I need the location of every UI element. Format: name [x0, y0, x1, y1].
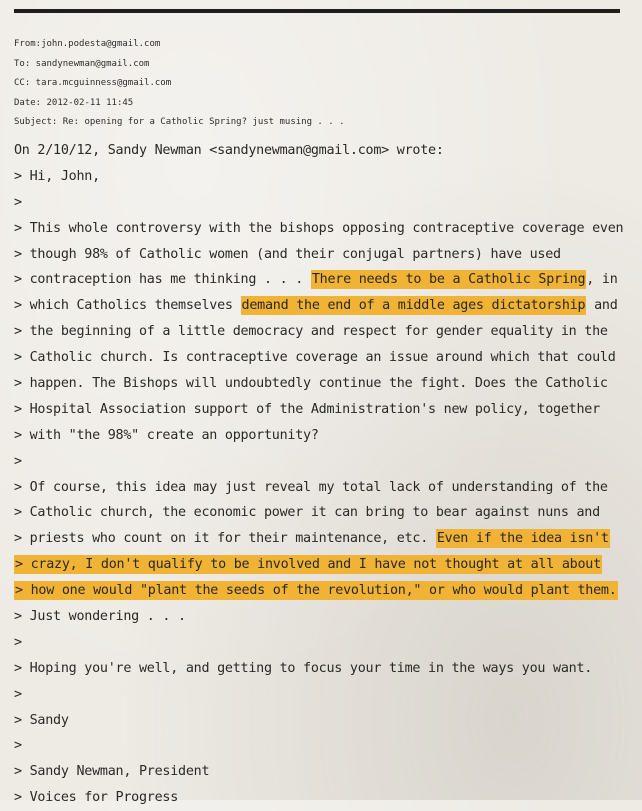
quoted-line: > Of course, this idea may just reveal my total lack of understanding of the [14, 479, 608, 495]
quoted-line: > the beginning of a little democracy and respect for gender equality in the [14, 324, 608, 340]
highlighted-text [14, 581, 618, 600]
quoted-line: > with "the 98%" create an opportunity? [14, 427, 319, 443]
quoted-line: > This whole controversy with the bishops opposing contraceptive coverage even [14, 220, 624, 236]
line-text: , in [586, 272, 618, 288]
subject-line: Subject: Re: opening for a Catholic Spring? just musing . . . [14, 117, 345, 128]
quoted-line: > [14, 686, 22, 702]
quoted-line: > [14, 634, 22, 650]
cc-line: CC: tara.mcguinness@gmail.com [14, 78, 172, 89]
intro-line: On 2/10/12, Sandy Newman <sandynewman@gmail.com> wrote: [14, 143, 444, 158]
quoted-line: > Sandy [14, 712, 69, 728]
quoted-line: > Sandy Newman, President [14, 764, 210, 780]
quoted-line: > Catholic church, the economic power it can bring to bear against nuns and [14, 505, 600, 521]
quoted-line: > Catholic church. Is contraceptive coverage an issue around which that could [14, 350, 616, 366]
top-rule [14, 9, 620, 13]
quoted-line: > [14, 738, 22, 754]
line-text: > priests who count on it for their maintenance, etc. [14, 531, 436, 547]
from-line: From:john.podesta@gmail.com [14, 39, 161, 49]
quoted-line: > though 98% of Catholic women (and their conjugal partners) have used [14, 246, 561, 262]
quoted-line: > Voices for Progress [14, 790, 179, 806]
to-line: To: sandynewman@gmail.com [14, 58, 150, 69]
quoted-line [14, 293, 623, 319]
line-text: > contraception has me thinking . . . [14, 272, 311, 288]
line-text: > [15, 583, 31, 599]
quoted-line: > [14, 194, 22, 210]
line-text: > [15, 557, 31, 573]
date-line: Date: 2012-02-11 11:45 [14, 97, 134, 108]
quoted-line [14, 578, 623, 604]
line-text: crazy, I don't qualify to be involved and I have not thought at all about [30, 557, 601, 573]
line-text: how one would "plant the seeds of the revolution," or who would plant them. [30, 583, 617, 599]
quoted-line: > Hospital Association support of the Administration's new policy, together [14, 401, 600, 417]
quoted-line: > Hoping you're well, and getting to focus your time in the ways you want. [14, 660, 593, 676]
highlighted-text [14, 555, 602, 574]
quoted-line [14, 267, 623, 293]
quoted-line: > Just wondering . . . [14, 609, 186, 625]
email-headers [14, 35, 345, 133]
quoted-line: > Hi, John, [14, 168, 100, 184]
quoted-line: > [14, 453, 22, 469]
quoted-line [14, 526, 623, 552]
line-text: > which Catholics themselves [14, 298, 241, 314]
quoted-line: > happen. The Bishops will undoubtedly continue the fight. Does the Catholic [14, 376, 608, 392]
highlighted-text: demand the end of a middle ages dictatorship [241, 298, 586, 314]
line-text: and [586, 298, 618, 314]
highlighted-text: There needs to be a Catholic Spring [311, 272, 586, 288]
email-body [14, 138, 623, 811]
highlighted-text: Even if the idea isn't [436, 531, 609, 547]
quoted-line [14, 552, 623, 578]
